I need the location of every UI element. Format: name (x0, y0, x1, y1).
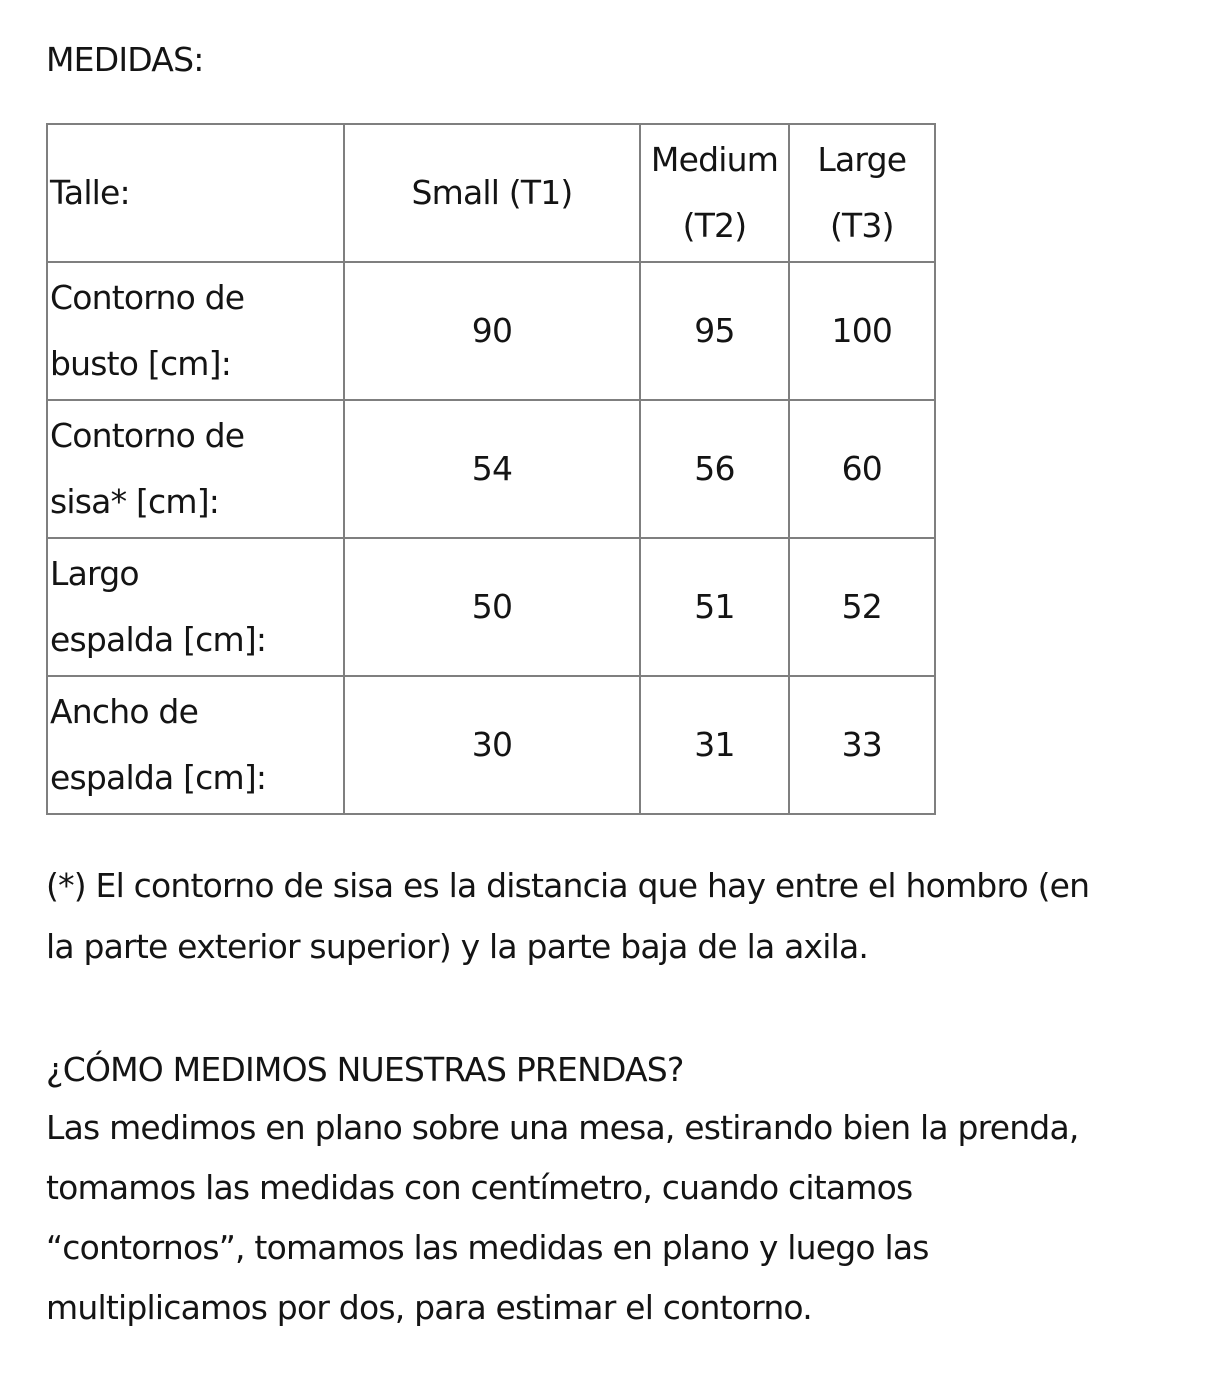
header-cell-small: Small (T1) (344, 124, 641, 262)
table-header-row (47, 124, 935, 262)
cell-large: 60 (789, 400, 935, 538)
footnote-line2: la parte exterior superior) y la parte baja de la axila. (46, 927, 869, 966)
cell-medium: 31 (640, 676, 788, 814)
cell-medium: 51 (640, 538, 788, 676)
row-label-line2: busto [cm]: (50, 344, 232, 383)
how-text-line: “contornos”, tomamos las medidas en plano y luego las (46, 1228, 929, 1267)
row-label-line2: espalda [cm]: (50, 758, 267, 797)
table-row-sisa (47, 400, 935, 538)
cell-small: 54 (344, 400, 641, 538)
cell-large: 100 (789, 262, 935, 400)
how-we-measure-title: ¿CÓMO MEDIMOS NUESTRAS PRENDAS? (46, 1050, 684, 1089)
cell-large: 52 (789, 538, 935, 676)
measurements-heading: MEDIDAS: (46, 40, 204, 79)
sisa-footnote (46, 855, 1156, 977)
how-text-line: tomamos las medidas con centímetro, cuando citamos (46, 1168, 913, 1207)
cell-medium: 56 (640, 400, 788, 538)
header-cell-medium (640, 124, 788, 262)
table-row-largo-espalda (47, 538, 935, 676)
header-medium-line1: Medium (650, 140, 779, 179)
table-row-ancho-espalda (47, 676, 935, 814)
table-row-busto (47, 262, 935, 400)
row-label-line1: Contorno de (50, 416, 245, 455)
how-text-line: multiplicamos por dos, para estimar el contorno. (46, 1288, 812, 1327)
row-label-line1: Contorno de (50, 278, 245, 317)
cell-large: 33 (789, 676, 935, 814)
footnote-line1: (*) El contorno de sisa es la distancia que hay entre el hombro (en (46, 866, 1090, 905)
cell-small: 50 (344, 538, 641, 676)
cell-small: 90 (344, 262, 641, 400)
cell-medium: 95 (640, 262, 788, 400)
header-medium-line2: (T2) (682, 206, 747, 245)
row-label-line1: Largo (50, 554, 139, 593)
row-label-line1: Ancho de (50, 692, 199, 731)
cell-small: 30 (344, 676, 641, 814)
header-large-line1: Large (817, 140, 907, 179)
row-label-cell (47, 538, 344, 676)
header-cell-talle: Talle: (47, 124, 344, 262)
row-label-line2: sisa* [cm]: (50, 482, 220, 521)
row-label-line2: espalda [cm]: (50, 620, 267, 659)
how-text-line: Las medimos en plano sobre una mesa, estirando bien la prenda, (46, 1108, 1079, 1147)
header-cell-large (789, 124, 935, 262)
row-label-cell (47, 676, 344, 814)
how-we-measure-text (46, 1098, 1158, 1338)
size-table (46, 123, 936, 815)
row-label-cell (47, 400, 344, 538)
header-large-line2: (T3) (829, 206, 894, 245)
row-label-cell (47, 262, 344, 400)
